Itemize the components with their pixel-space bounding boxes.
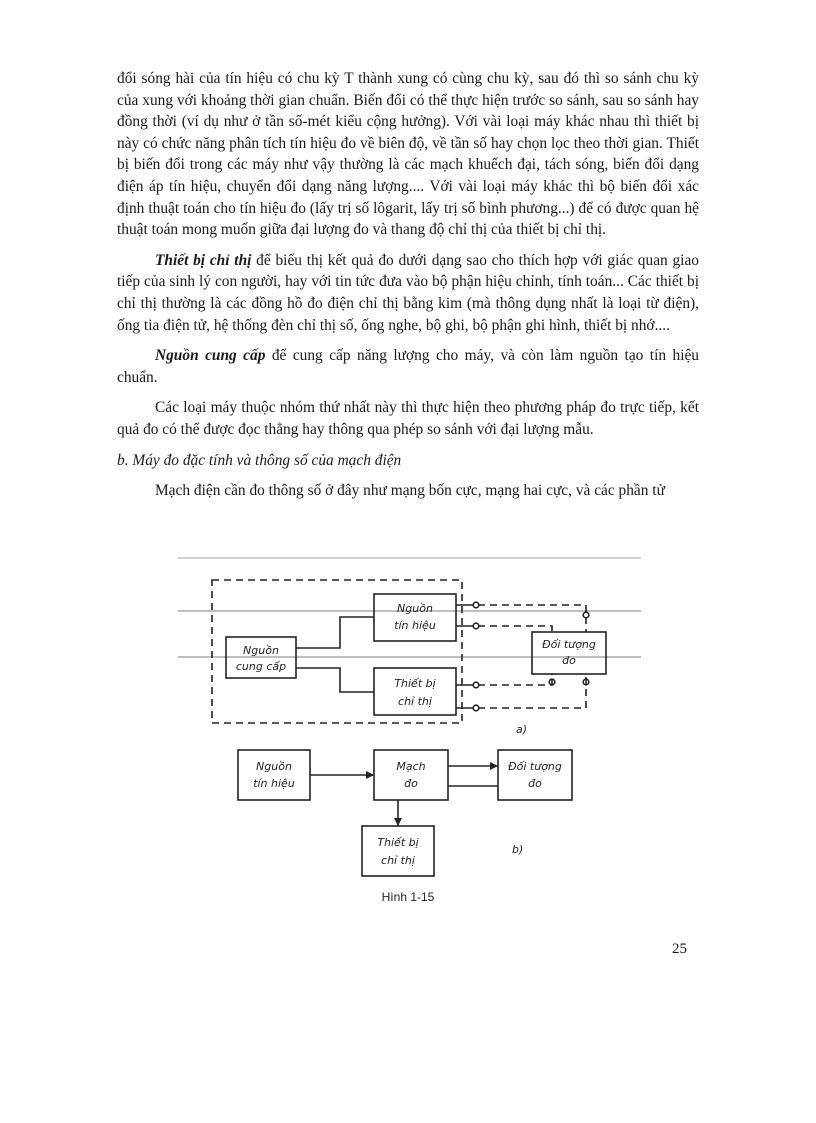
- term-indicator: Thiết bị chỉ thị: [155, 251, 252, 269]
- a-source-box: [374, 594, 456, 641]
- a-object-label-1: Đối tượng: [542, 638, 596, 651]
- paragraph: [117, 250, 699, 336]
- b-source-label-2: tín hiệu: [253, 777, 295, 790]
- b-source-box: [238, 750, 310, 800]
- paragraph-text: để cung cấp năng lượng cho máy, và còn làm nguồn tạo tín hiệu chuẩn.: [117, 347, 700, 386]
- a-power-box: [226, 637, 296, 678]
- a-indicator-label-1: Thiết bị: [394, 677, 436, 690]
- label-b: b): [512, 843, 524, 856]
- a-object-box: [532, 632, 606, 674]
- b-circuit-label-1: Mạch: [396, 760, 426, 773]
- a-source-label-2: tín hiệu: [394, 619, 436, 632]
- label-a: a): [516, 723, 528, 736]
- b-indicator-label-1: Thiết bị: [377, 836, 419, 849]
- term-power-supply: Nguồn cung cấp: [155, 347, 266, 365]
- b-indicator-box: [362, 826, 434, 876]
- b-object-label-1: Đối tượng: [508, 760, 562, 773]
- b-object-box: [498, 750, 572, 800]
- paragraph: Mạch điện cần đo thông số ở đây như mạng bốn cực, mạng hai cực, và các phần tử: [155, 482, 665, 500]
- b-indicator-label-2: chỉ thị: [381, 854, 415, 867]
- b-source-label-1: Nguồn: [256, 760, 292, 773]
- figure-caption: Hình 1-15: [381, 890, 435, 904]
- paragraph: [117, 345, 699, 388]
- b-circuit-label-2: đo: [404, 777, 418, 790]
- a-power-label-1: Nguồn: [243, 644, 279, 657]
- paragraph-text: để biểu thị kết quả đo dưới dạng sao cho thích hợp với giác quan giao tiếp của sinh lý con người, hay với tin tức đưa vào bộ phận hiệu chỉnh, tính toán... Các thiết bị chỉ thị thường là các đồng hồ đo điện chỉ thị bằng kim (mà thông dụng nhất là loại từ điện), ống tia điện tử, hệ thống đèn chỉ thị số, ống nghe, bộ ghi, bộ phận ghi hình, thiết bị nhớ....: [117, 251, 699, 334]
- page-number: 25: [672, 941, 687, 957]
- a-object-label-2: đo: [562, 654, 576, 667]
- a-source-label-1: Nguồn: [397, 602, 433, 615]
- a-indicator-label-2: chỉ thị: [398, 695, 432, 708]
- subheading: b. Máy đo đặc tính và thông số của mạch điện: [117, 451, 402, 469]
- b-object-label-2: đo: [528, 777, 542, 790]
- a-indicator-box: [374, 668, 456, 715]
- a-power-label-2: cung cấp: [235, 660, 287, 673]
- b-circuit-box: [374, 750, 448, 800]
- paragraph: Các loại máy thuộc nhóm thứ nhất này thì thực hiện theo phương pháp đo trực tiếp, kết quả đo có thể được đọc thẳng hay thông qua phép so sánh với đại lượng mẫu.: [117, 399, 699, 438]
- paragraph: đổi sóng hài của tín hiệu có chu kỳ T thành xung có cùng chu kỳ, sau đó thì so sánh chu kỳ của xung với khoảng thời gian chuẩn. Biến đổi có thể thực hiện trước so sánh, sau so sánh hay đồng thời (ví dụ như ở tần số-mét kiểu cộng hưởng). Với vài loại máy khác nhau thì thiết bị này có chức năng phân tích tín hiệu đo về biên độ, về tần số hay chọn lọc theo thời gian. Thiết bị biến đổi trong các máy như vậy thường là các mạch khuếch đại, tách sóng, biến đổi dạng điện áp tín hiệu, chuyển đổi dạng năng lượng.... Với vài loại máy khác thì bộ biến đổi xác định thuật toán cho tín hiệu đo (lấy trị số lôgarit, lấy trị số bình phương...) để có được quan hệ thuật toán mong muốn giữa đại lượng đo và thang độ chỉ thị của thiết bị chỉ thị.: [117, 70, 699, 239]
- page-body: [117, 68, 699, 502]
